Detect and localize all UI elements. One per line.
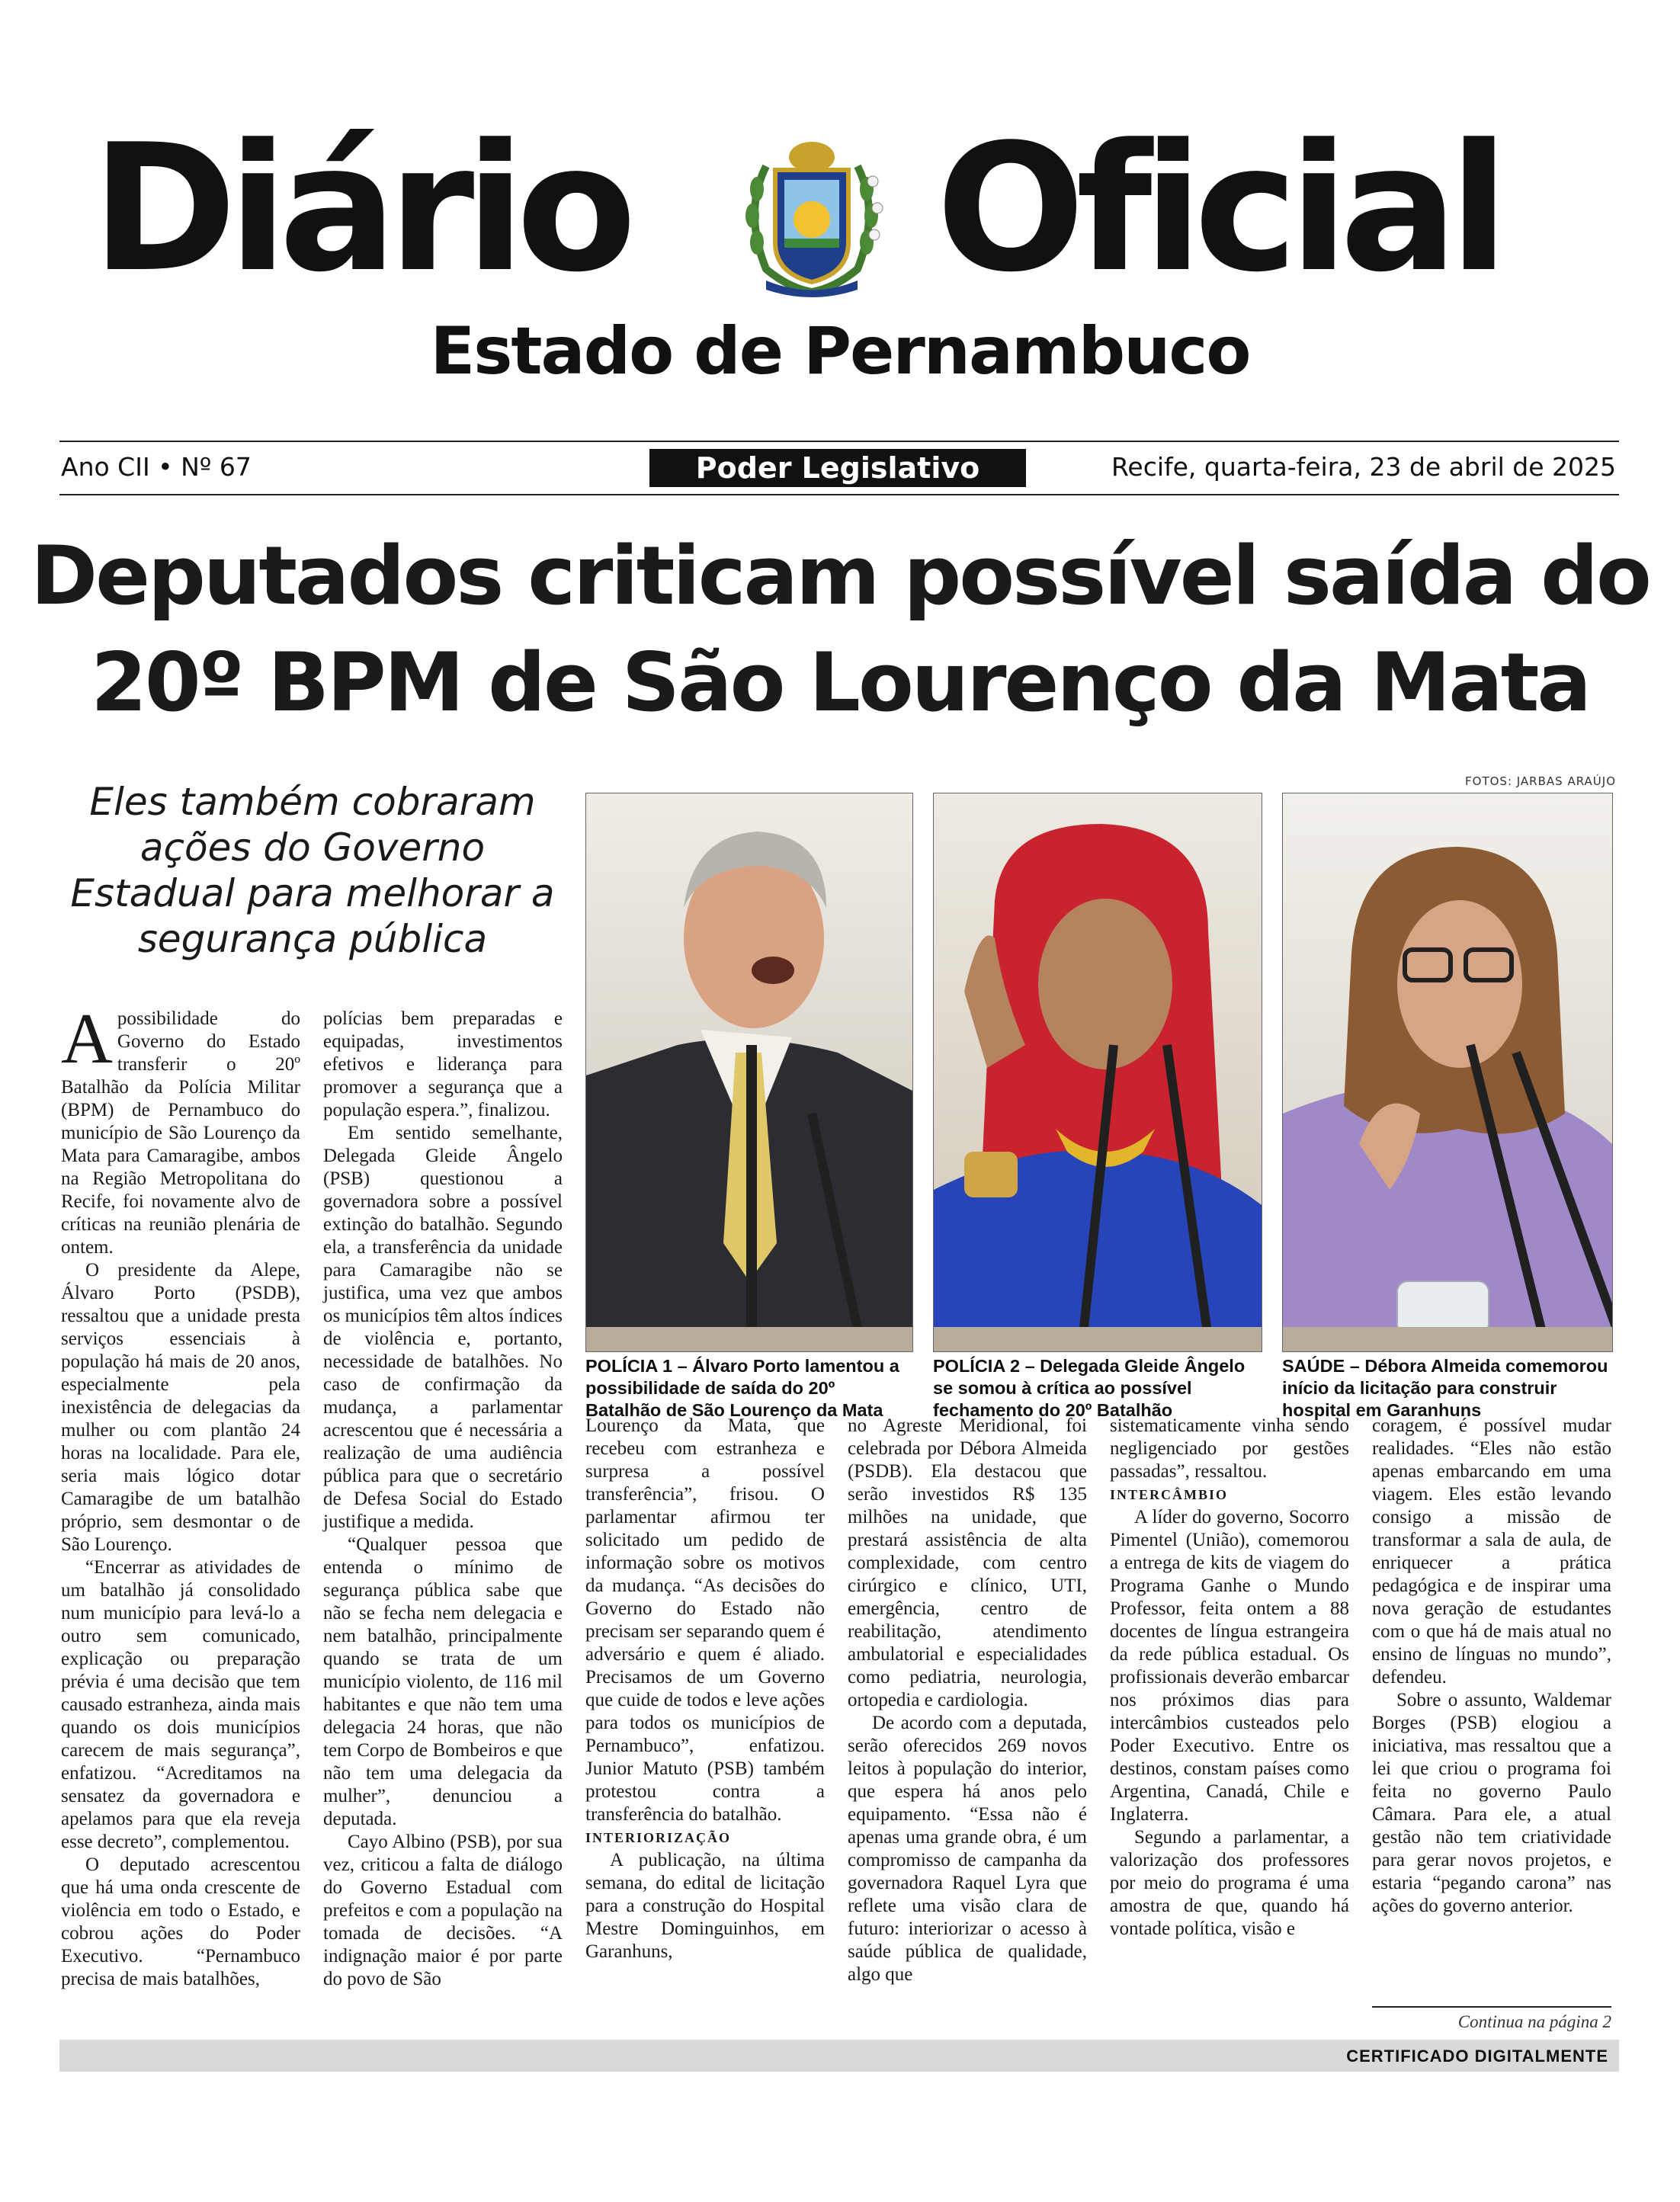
- headline-line-2: 20º BPM de São Lourenço da Mata: [91, 636, 1589, 729]
- article-paragraph: De acordo com a deputada, serão oferecidos 269 novos leitos à população do interior, que espera há anos pelo equipamento. “Essa não é apenas uma grande obra, é um compromisso de campanha da governadora Raquel Lyra que reflete uma visão clara de futuro: interiorizar o acesso à saúde pública de qualidade, algo que: [848, 1713, 1087, 1985]
- continued-on-page[interactable]: Continua na página 2: [1457, 2012, 1611, 2031]
- article-column-1: [61, 999, 300, 1991]
- subheadline: Eles também cobraram ações do Governo Estadual para melhorar a segurança pública: [70, 780, 555, 961]
- article-paragraph: Lourenço da Mata, que recebeu com estranheza e surpresa a possível transferência”, frisou. O parlamentar afirmou ter solicitado um pedido de informação sobre os motivos da mudança. “As decisões do Governo do Estado não precisam ser separando quem é adversário e quem é aliado. Precisamos de um Governo que cuide de todos e leve ações para todos os municípios de Pernambuco”, enfatizou. Junior Matuto (PSB) também protestou contra a transferência do batalhão.: [585, 1415, 825, 1825]
- article-paragraph: sistematicamente vinha sendo negligenciado por gestões passadas”, ressaltou.: [1110, 1415, 1349, 1482]
- article-column-3: [585, 1415, 825, 1963]
- article-paragraph: Cayo Albino (PSB), por sua vez, criticou a falta de diálogo do Governo Estadual com prefeitos e com a população na tomada de decisões. “A indignação maior é por parte do povo de São: [323, 1832, 563, 1989]
- article-column-2: [323, 1008, 563, 1991]
- bottom-rule: [59, 494, 1619, 495]
- article-paragraph: Sobre o assunto, Waldemar Borges (PSB) elogiou a iniciativa, mas ressaltou que a lei que criou o programa foi feita no governo Paulo Câmara. Para ele, a atual gestão não tem criatividade para gerar novos projetos, e estaria “pegando carona” nas ações do governo anterior.: [1372, 1690, 1611, 1916]
- caption-photo-2: POLÍCIA 2 – Delegada Gleide Ângelo se somou à crítica ao possível fechamento do 20º Batalhão: [933, 1356, 1246, 1420]
- edition-number: Ano CII • Nº 67: [61, 452, 252, 482]
- headline-line-1: Deputados criticam possível saída do: [30, 529, 1650, 623]
- article-paragraph: coragem, é possível mudar realidades. “Eles não estão apenas embarcando em uma viagem. Eles estão levando consigo a missão de transformar a sala de aula, de enriquecer a prática pedagógica e de inspirar uma nova geração de estudantes com o que há de mais atual no ensino de línguas no mundo”, defendeu.: [1372, 1415, 1611, 1688]
- article-paragraph: O presidente da Alepe, Álvaro Porto (PSDB), ressaltou que a unidade presta serviços essenciais à população há mais de 20 anos, especialmente pela inexistência de delegacias da mulher ou com plantão 24 horas na localidade. Para ele, seria mais lógico dotar Camaragibe de um batalhão próprio, sem desmontar o de São Lourenço.: [61, 1260, 300, 1555]
- article-column-6: [1372, 1415, 1611, 1918]
- article-paragraph: O deputado acrescentou que há uma onda crescente de violência em todo o Estado, e cobrou ações do Poder Executivo. “Pernambuco precisa de mais batalhões,: [61, 1854, 300, 1989]
- article-paragraph: “Qualquer pessoa que entenda o mínimo de segurança pública sabe que não se fecha nem delegacia e nem batalhão, principalmente quando se trata de um município violento, de 116 mil habitantes e que não tem uma delegacia 24 horas, que não tem Corpo de Bombeiros e que não tem uma delegacia da mulher”, denunciou a deputada.: [323, 1534, 563, 1829]
- article-column-4: [848, 1415, 1087, 1986]
- photo-debora-almeida: [1282, 793, 1613, 1352]
- article-paragraph: Em sentido semelhante, Delegada Gleide Ângelo (PSB) questionou a governadora sobre a possível extinção do batalhão. Segundo ela, a transferência da unidade para Camaragibe não se justifica, uma vez que ambos os municípios têm altos índices de violência e, portanto, necessidade de batalhões. No caso de confirmação da mudança, a parlamentar acrescentou que é necessária a realização de uma audiência pública para que o secretário de Defesa Social do Estado justifique a medida.: [323, 1123, 563, 1532]
- article-paragraph: “Encerrar as atividades de um batalhão já consolidado num município para levá-lo a outro sem comunicado, explicação ou preparação prévia é uma decisão que tem causado estranheza, ainda mais quando os dois municípios carecem de mais segurança”, enfatizou. “Acreditamos na sensatez da governadora e apelamos para que ela reveja esse decreto”, complementou.: [61, 1557, 300, 1852]
- top-rule: [59, 441, 1619, 442]
- caption-photo-1: POLÍCIA 1 – Álvaro Porto lamentou a possibilidade de saída do 20º Batalhão de São Lourenço da Mata: [585, 1356, 899, 1420]
- digital-certificate-label: CERTIFICADO DIGITALMENTE: [1346, 2047, 1608, 2066]
- masthead-title-right: Oficial: [936, 107, 1500, 311]
- photo-credit: FOTOS: JARBAS ARAÚJO: [1465, 774, 1616, 788]
- article-paragraph: A líder do governo, Socorro Pimentel (União), comemorou a entrega de kits de viagem do Programa Ganhe o Mundo Professor, feita ontem a 88 docentes de língua estrangeira da rede pública estadual. Os profissionais deverão embarcar nos próximos dias para intercâmbios custeados pelo Poder Executivo. Entre os destinos, constam países como Argentina, Canadá, Chile e Inglaterra.: [1110, 1507, 1349, 1825]
- masthead-title-left: Diário: [91, 107, 628, 311]
- section-label: Poder Legislativo: [649, 449, 1026, 487]
- coat-of-arms-icon: [736, 136, 888, 300]
- photo-alvaro-porto: [585, 793, 913, 1352]
- article-paragraph: A publicação, na última semana, do edital de licitação para a construção do Hospital Mestre Dominguinhos, em Garanhuns,: [585, 1850, 825, 1962]
- photo-gleide-angelo: [933, 793, 1262, 1352]
- article-paragraph: polícias bem preparadas e equipadas, investimentos efetivos e liderança para promover a segurança que a população espera.”, finalizou.: [323, 1008, 563, 1120]
- article-paragraph: possibilidade do Governo do Estado transferir o 20º Batalhão da Polícia Militar (BPM) de Pernambuco do município de São Lourenço da Mata para Camaragibe, ambos na Região Metropolitana do Recife, foi novamente alvo de críticas na reunião plenária de ontem.: [61, 1008, 300, 1258]
- subheading-intercambio: INTERCÂMBIO: [1110, 1487, 1229, 1502]
- article-column-5: [1110, 1415, 1349, 1941]
- caption-photo-3: SAÚDE – Débora Almeida comemorou início da licitação para construir hospital em Garanhuns: [1282, 1356, 1608, 1420]
- dateline: Recife, quarta-feira, 23 de abril de 2025: [1111, 452, 1616, 482]
- article-paragraph: no Agreste Meridional, foi celebrada por Débora Almeida (PSDB). Ela destacou que serão investidos R$ 135 milhões na unidade, que prestará assistência de alta complexidade, com centro cirúrgico e clínico, UTI, emergência, centro de reabilitação, atendimento ambulatorial e especialidades como pediatria, neurologia, ortopedia e cardiologia.: [848, 1415, 1087, 1710]
- subheading-interiorizacao: INTERIORIZAÇÃO: [585, 1830, 732, 1845]
- article-paragraph: Segundo a parlamentar, a valorização dos professores por meio do programa é uma amostra de que, quando há vontade política, visão e: [1110, 1827, 1349, 1939]
- coat-of-arms-emblem: [736, 136, 888, 300]
- masthead-subtitle: Estado de Pernambuco: [430, 313, 1250, 389]
- drop-cap: A: [61, 999, 113, 1079]
- continued-rule: [1372, 2006, 1611, 2008]
